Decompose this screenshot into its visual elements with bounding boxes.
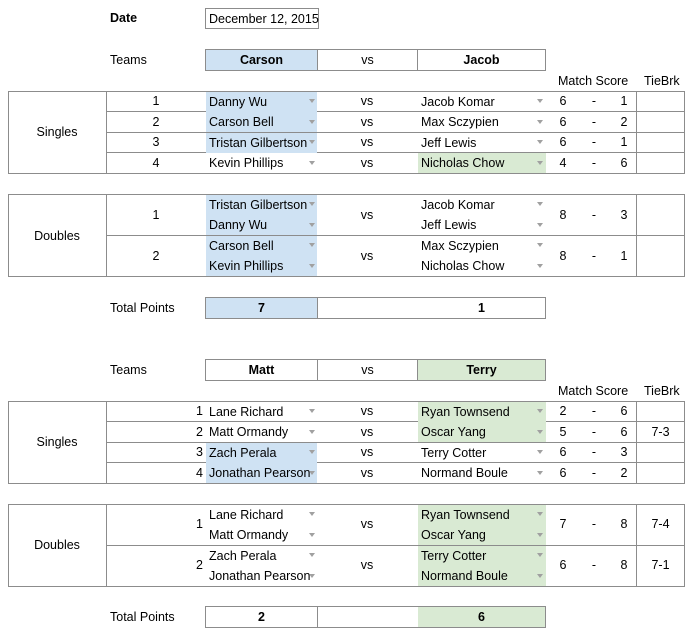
player-select-b[interactable]: Jacob Komar	[421, 95, 495, 109]
dropdown-arrow-icon[interactable]	[537, 574, 543, 578]
singles-label-2: Singles	[36, 435, 78, 449]
dropdown-arrow-icon[interactable]	[309, 243, 315, 247]
dropdown-arrow-icon[interactable]	[537, 471, 543, 475]
dropdown-arrow-icon[interactable]	[537, 512, 543, 516]
dropdown-arrow-icon[interactable]	[537, 409, 543, 413]
dropdown-arrow-icon[interactable]	[309, 202, 315, 206]
dropdown-arrow-icon[interactable]	[309, 471, 315, 475]
player-select-a1[interactable]: Lane Richard	[209, 508, 284, 522]
total-points-label-1: Total Points	[110, 301, 175, 315]
dropdown-arrow-icon[interactable]	[309, 430, 315, 434]
dropdown-arrow-icon[interactable]	[309, 574, 315, 578]
player-select-b[interactable]: Normand Boule	[421, 466, 508, 480]
player-select-a[interactable]: Danny Wu	[206, 92, 317, 112]
player-select-a2[interactable]: Kevin Phillips	[206, 256, 317, 276]
dropdown-arrow-icon[interactable]	[537, 533, 543, 537]
dropdown-arrow-icon[interactable]	[309, 512, 315, 516]
player-select-a2[interactable]: Matt Ormandy	[209, 528, 289, 542]
dropdown-arrow-icon[interactable]	[309, 161, 315, 165]
player-select-b[interactable]: Terry Cotter	[421, 446, 487, 460]
total-b-1: 1	[478, 301, 485, 315]
player-select-b2[interactable]: Oscar Yang	[418, 525, 546, 545]
dropdown-arrow-icon[interactable]	[537, 243, 543, 247]
player-select-a1[interactable]: Zach Perala	[209, 549, 277, 563]
player-select-b[interactable]: Oscar Yang	[418, 422, 546, 442]
total-b-1-frame	[317, 297, 546, 319]
tiebreak-header-1: TieBrk	[644, 74, 680, 88]
dropdown-arrow-icon[interactable]	[537, 450, 543, 454]
dropdown-arrow-icon[interactable]	[537, 430, 543, 434]
player-select-b1[interactable]: Max Sczypien	[421, 239, 499, 253]
player-select-b1[interactable]: Jacob Komar	[421, 198, 495, 212]
date-value: December 12, 2015	[209, 12, 319, 26]
player-select-a[interactable]: Zach Perala	[206, 443, 317, 463]
dropdown-arrow-icon[interactable]	[537, 553, 543, 557]
player-select-a2[interactable]: Jonathan Pearson	[209, 569, 311, 583]
player-select-a1[interactable]: Tristan Gilbertson	[206, 195, 317, 215]
dropdown-arrow-icon[interactable]	[537, 264, 543, 268]
player-select-a[interactable]: Jonathan Pearson	[206, 463, 317, 483]
team-vs-cell-1: vs	[317, 49, 418, 71]
player-select-a1[interactable]: Carson Bell	[206, 236, 317, 256]
total-a-1: 7	[205, 297, 318, 319]
doubles-label-1: Doubles	[34, 229, 80, 243]
player-select-b2[interactable]: Nicholas Chow	[421, 259, 505, 273]
team-b-name-2[interactable]: Terry	[417, 359, 546, 381]
dropdown-arrow-icon[interactable]	[537, 161, 543, 165]
doubles-label-2: Doubles	[34, 538, 80, 552]
player-select-a[interactable]: Tristan Gilbertson	[206, 133, 317, 153]
teams-label: Teams	[110, 363, 147, 377]
dropdown-arrow-icon[interactable]	[309, 264, 315, 268]
player-select-b1[interactable]: Terry Cotter	[418, 546, 546, 566]
team-vs-cell-2: vs	[317, 359, 418, 381]
dropdown-arrow-icon[interactable]	[537, 223, 543, 227]
dropdown-arrow-icon[interactable]	[537, 99, 543, 103]
team-b-name-1[interactable]: Jacob	[417, 49, 546, 71]
player-select-b2[interactable]: Jeff Lewis	[421, 218, 477, 232]
tiebreak-header-2: TieBrk	[644, 384, 680, 398]
date-field[interactable]	[205, 8, 319, 29]
dropdown-arrow-icon[interactable]	[309, 450, 315, 454]
player-select-b1[interactable]: Ryan Townsend	[418, 505, 546, 525]
player-select-a2[interactable]: Danny Wu	[206, 215, 317, 235]
dropdown-arrow-icon[interactable]	[309, 140, 315, 144]
player-select-b2[interactable]: Normand Boule	[418, 566, 546, 586]
player-select-a[interactable]: Lane Richard	[209, 405, 284, 419]
dropdown-arrow-icon[interactable]	[309, 223, 315, 227]
dropdown-arrow-icon[interactable]	[537, 140, 543, 144]
dropdown-arrow-icon[interactable]	[309, 99, 315, 103]
player-select-a[interactable]: Carson Bell	[206, 112, 317, 132]
dropdown-arrow-icon[interactable]	[309, 533, 315, 537]
dropdown-arrow-icon[interactable]	[537, 202, 543, 206]
player-select-b[interactable]: Max Sczypien	[421, 115, 499, 129]
dropdown-arrow-icon[interactable]	[309, 553, 315, 557]
dropdown-arrow-icon[interactable]	[309, 409, 315, 413]
player-select-b[interactable]: Jeff Lewis	[421, 136, 477, 150]
team-a-name-1[interactable]: Carson	[205, 49, 318, 71]
player-select-b[interactable]: Ryan Townsend	[418, 402, 546, 422]
total-b-2: 6	[478, 610, 485, 624]
player-select-b[interactable]: Nicholas Chow	[418, 153, 546, 173]
dropdown-arrow-icon[interactable]	[537, 120, 543, 124]
player-select-a[interactable]: Matt Ormandy	[209, 425, 289, 439]
match-score-header-2: Match Score	[558, 384, 629, 398]
total-points-label-2: Total Points	[110, 610, 175, 624]
dropdown-arrow-icon[interactable]	[309, 120, 315, 124]
team-a-name-2[interactable]: Matt	[205, 359, 318, 381]
date-label: Date	[110, 11, 138, 25]
player-select-a[interactable]: Kevin Phillips	[209, 156, 284, 170]
total-b-2-frame	[317, 606, 546, 628]
teams-label: Teams	[110, 53, 147, 67]
match-score-header-1: Match Score	[558, 74, 629, 88]
singles-label-1: Singles	[36, 125, 78, 139]
total-a-2: 2	[205, 606, 318, 628]
